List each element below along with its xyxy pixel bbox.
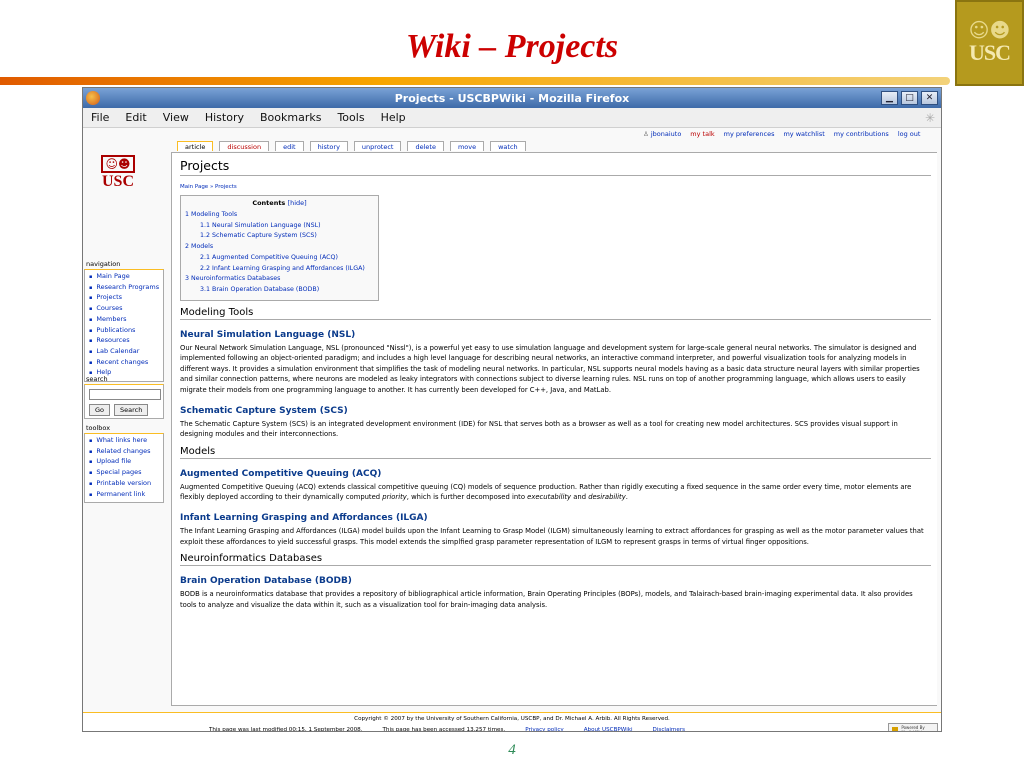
menu-view[interactable]: View bbox=[162, 111, 189, 124]
footer-copyright: Copyright © 2007 by the University of Southern California, USCBP, and Dr. Michael A. Arbib. All Rights Reserved. bbox=[354, 716, 670, 722]
paragraph-bodb: BODB is a neuroinformatics database that provides a repository of bibliographical article information, Brain Operating Principles (BOPs), models, and Talairach-based brain-imaging experimental data. It also provides tools to analyze and visualize the data within it, such as a visualization tool for brain-imaging data analysis. bbox=[180, 590, 913, 609]
page-title: Projects bbox=[180, 158, 931, 176]
toc-title: Contents [hide] bbox=[252, 199, 307, 207]
sidebar-item-projects[interactable]: ▪ Projects bbox=[89, 293, 159, 304]
paragraph-acq: Augmented Competitive Queuing (ACQ) extends classical competitive queuing (CQ) models of sequence production. Rather than rigidly executing a fixed sequence in the same order every time, motor elements are flexibly deployed according to their dynamically computed priority, which is further decomposed into executability and desirability. bbox=[180, 482, 912, 502]
heading-acq: Augmented Competitive Queuing (ACQ) bbox=[180, 468, 382, 479]
section-neuroinformatics: Neuroinformatics Databases bbox=[180, 553, 931, 566]
search-input[interactable] bbox=[89, 389, 161, 400]
sidebar-item-members[interactable]: ▪ Members bbox=[89, 315, 159, 326]
sidebar-item-main-page[interactable]: ▪ Main Page bbox=[89, 272, 159, 283]
personal-my-talk[interactable]: my talk bbox=[690, 130, 715, 138]
sidebar-item-courses[interactable]: ▪ Courses bbox=[89, 304, 159, 315]
footer-about-link[interactable]: About USCBPWiki bbox=[583, 727, 633, 732]
toolbox-portlet bbox=[84, 433, 164, 503]
personal-preferences[interactable]: my preferences bbox=[723, 130, 775, 138]
personal-watchlist[interactable]: my watchlist bbox=[783, 130, 825, 138]
window-titlebar bbox=[83, 88, 941, 108]
personal-links bbox=[643, 130, 920, 138]
heading-scs: Schematic Capture System (SCS) bbox=[180, 405, 348, 416]
toc-item[interactable]: 2.2 Infant Learning Grasping and Affordances (ILGA) bbox=[200, 264, 365, 272]
menu-bookmarks[interactable]: Bookmarks bbox=[259, 111, 322, 124]
toolbox-permanent-link[interactable]: ▪ Permanent link bbox=[89, 490, 159, 501]
slide-number: 4 bbox=[508, 742, 516, 758]
search-heading: search bbox=[86, 375, 108, 383]
toc-item[interactable]: 1 Modeling Tools bbox=[185, 211, 238, 218]
close-button[interactable]: ✕ bbox=[921, 91, 938, 105]
search-button[interactable]: Search bbox=[114, 404, 148, 416]
window-title: Projects - USCBPWiki - Mozilla Firefox bbox=[394, 91, 630, 105]
toolbox-upload-file[interactable]: ▪ Upload file bbox=[89, 457, 159, 468]
toc-item[interactable]: 3.1 Brain Operation Database (BODB) bbox=[200, 285, 320, 293]
section-modeling-tools: Modeling Tools bbox=[180, 307, 931, 320]
personal-user[interactable]: ♙ jbonaiuto bbox=[643, 130, 682, 138]
section-models: Models bbox=[180, 446, 931, 459]
wiki-page bbox=[83, 128, 941, 731]
search-portlet bbox=[84, 384, 164, 419]
sidebar-item-publications[interactable]: ▪ Publications bbox=[89, 326, 159, 337]
mediawiki-badge[interactable]: Powered By MediaWiki bbox=[888, 723, 938, 732]
faces-icon: ☺☻ bbox=[968, 18, 1011, 42]
menu-file[interactable]: File bbox=[91, 111, 110, 124]
footer-privacy-link[interactable]: Privacy policy bbox=[525, 727, 564, 732]
sidebar-item-help[interactable]: ▪ Help bbox=[89, 368, 159, 379]
navigation-heading: navigation bbox=[86, 260, 121, 268]
breadcrumb[interactable]: Main Page » Projects bbox=[180, 184, 237, 190]
heading-bodb: Brain Operation Database (BODB) bbox=[180, 576, 352, 587]
tab-edit[interactable]: edit bbox=[275, 141, 303, 151]
maximize-button[interactable]: □ bbox=[901, 91, 918, 105]
tab-delete[interactable]: delete bbox=[407, 141, 443, 151]
navigation-portlet bbox=[84, 269, 164, 382]
toc-item[interactable]: 1.1 Neural Simulation Language (NSL) bbox=[200, 221, 321, 229]
toc-item[interactable]: 1.2 Schematic Capture System (SCS) bbox=[200, 232, 317, 240]
heading-ilga: Infant Learning Grasping and Affordances (ILGA) bbox=[180, 512, 428, 523]
toolbox-heading: toolbox bbox=[86, 424, 111, 432]
article-content bbox=[171, 152, 937, 706]
paragraph-ilga: The Infant Learning Grasping and Affordances (ILGA) model builds upon the Infant Learning to Grasp Model (ILGM) simultaneously learning to extract affordances for grasping as well as the motor parameter values that exploit these affordances to yield successful grasps. This model extends the simplfied grasp parameter representation of ILGM to represent grasps in terms of virtual finger oppositions. bbox=[180, 526, 924, 546]
usc-logo-text: USC bbox=[968, 40, 1010, 65]
personal-contributions[interactable]: my contributions bbox=[833, 130, 889, 138]
menu-help[interactable]: Help bbox=[380, 111, 406, 124]
faces-icon: ☺☻ bbox=[101, 155, 134, 173]
personal-log-out[interactable]: log out bbox=[897, 130, 921, 138]
toolbox-special-pages[interactable]: ▪ Special pages bbox=[89, 468, 159, 479]
tab-unprotect[interactable]: unprotect bbox=[354, 141, 402, 151]
toolbox-printable-version[interactable]: ▪ Printable version bbox=[89, 479, 159, 490]
wiki-logo-text: USC bbox=[101, 173, 134, 190]
footer-disclaimers-link[interactable]: Disclaimers bbox=[652, 727, 686, 732]
user-icon: ♙ bbox=[643, 130, 649, 138]
sidebar-item-research-programs[interactable]: ▪ Research Programs bbox=[89, 283, 159, 294]
minimize-button[interactable]: ▁ bbox=[881, 91, 898, 105]
browser-window bbox=[82, 87, 942, 732]
toc-item[interactable]: 2 Models bbox=[185, 243, 214, 251]
sidebar-item-recent-changes[interactable]: ▪ Recent changes bbox=[89, 358, 159, 369]
heading-nsl: Neural Simulation Language (NSL) bbox=[180, 329, 356, 340]
tab-watch[interactable]: watch bbox=[490, 141, 526, 151]
footer-last-modified: This page was last modified 00:15, 1 September 2008. bbox=[209, 727, 363, 732]
slide-divider bbox=[0, 77, 950, 85]
wiki-logo[interactable] bbox=[99, 155, 137, 197]
sidebar-item-resources[interactable]: ▪ Resources bbox=[89, 336, 159, 347]
throbber-icon: ✳ bbox=[924, 111, 935, 125]
tab-article[interactable]: article bbox=[177, 141, 213, 151]
slide-title: Wiki – Projects bbox=[405, 28, 619, 65]
menu-edit[interactable]: Edit bbox=[125, 111, 147, 124]
toc-hide-link[interactable]: [hide] bbox=[287, 199, 307, 207]
tab-move[interactable]: move bbox=[450, 141, 484, 151]
table-of-contents bbox=[180, 195, 379, 301]
footer-view-count: This page has been accessed 13,257 times. bbox=[382, 727, 506, 732]
sidebar-item-lab-calendar[interactable]: ▪ Lab Calendar bbox=[89, 347, 159, 358]
toc-item[interactable]: 2.1 Augmented Competitive Queuing (ACQ) bbox=[200, 253, 338, 261]
tab-discussion[interactable]: discussion bbox=[219, 141, 269, 151]
wiki-footer bbox=[83, 712, 941, 732]
go-button[interactable]: Go bbox=[89, 404, 110, 416]
menu-tools[interactable]: Tools bbox=[337, 111, 365, 124]
tab-history[interactable]: history bbox=[310, 141, 348, 151]
toolbox-related-changes[interactable]: ▪ Related changes bbox=[89, 447, 159, 458]
menu-history[interactable]: History bbox=[204, 111, 244, 124]
toolbox-what-links-here[interactable]: ▪ What links here bbox=[89, 436, 159, 447]
page-tabs bbox=[177, 141, 532, 151]
paragraph-nsl: Our Neural Network Simulation Language, NSL (pronounced "Nissl"), is a powerful yet easy to use simulation language and development system for large-scale general neural networks. The simulator is designed and implemented following an object-oriented paradigm; and includes a high level language for describing neural networks, an interactive command interpreter, and powerful visualization tools for analyzing models in different ways. It provides a simulation environment that simplifies the task of modeling neural networks. In particular, NSL supports neural models having as a basic data structure neural layers with similar properties and similar connection patterns, where neurons are modeled as leaky integrators with connections subject to diverse learning rules. NSL runs on top of another programming language, which allows users to easily migrate their models from one programming language to another. It has currently been developed for C++, Java, and MatLab. bbox=[180, 343, 920, 394]
mediawiki-icon bbox=[892, 727, 898, 733]
paragraph-scs: The Schematic Capture System (SCS) is an integrated development environment (IDE) for NSL that serves both as a browser as well as a tool for creating new model architectures. SCS provides visual support in designing modules and their interconnections. bbox=[180, 419, 898, 439]
menu-bar bbox=[83, 108, 941, 128]
toc-item[interactable]: 3 Neuroinformatics Databases bbox=[185, 275, 281, 283]
usc-logo bbox=[955, 0, 1024, 86]
